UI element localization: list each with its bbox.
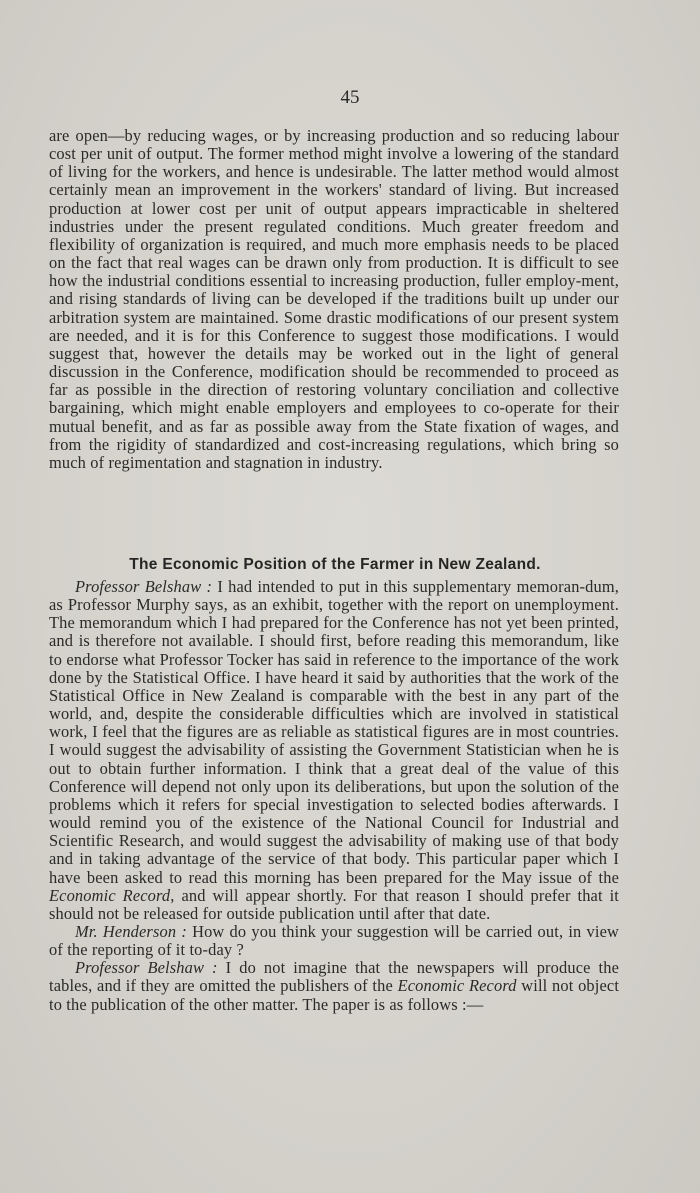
- paragraph-belshaw-2: [49, 959, 619, 1013]
- discussion-text-block: [49, 578, 619, 1014]
- publication-title: Economic Record: [397, 976, 517, 996]
- paragraph-henderson: [49, 923, 619, 959]
- paragraph-belshaw-1: [49, 578, 619, 923]
- paragraph-text: How do you think your suggestion will be carried out, in view of the reporting of it to-day ?: [49, 921, 619, 960]
- paragraph-text: I had intended to put in this supplementary memoran-dum, as Professor Murphy says, as an exhibit, together with the report on unemployment. The memorandum which I had prepared for the Conference has not yet been printed, and is therefore not available. I should first, before reading this memorandum, like to endorse what Professor Tocker has said in reference to the importance of the work done by the Statistical Office. I have heard it said by authorities that the work of the Statistical Office in New Zealand is comparable with the best in any part of the world, and, despite the considerable difficulties which are involved in statistical work, I feel that the figures are as reliable as statistical figures are in most countries. I would suggest the advisability of assisting the Government Statistician when he is out to obtain further information. I think that a great deal of the value of this Conference will depend not only upon its deliberations, but upon the solution of the problems which it refers for special investigation to selected bodies afterwards. I would remind you of the existence of the National Council for Industrial and Scientific Research, and would suggest the advisability of making use of that body and in taking advantage of the service of that body. This particular paper which I have been asked to read this morning has been prepared for the May issue of the: [49, 577, 619, 887]
- paragraph-text: , and will appear shortly. For that reason I should prefer that it should not be released for outside publication until after that date.: [49, 885, 620, 923]
- speaker-label: Professor Belshaw :: [75, 958, 218, 978]
- paragraph-text: will not object to the publication of the other matter. The paper is as follows :—: [49, 976, 620, 1014]
- paragraph-text: I do not imagine that the newspapers will produce the tables, and if they are omitted the publishers of the: [49, 958, 620, 996]
- page-number: 45: [340, 87, 360, 108]
- publication-title: Economic Record: [49, 885, 171, 905]
- speaker-label: Mr. Henderson :: [75, 921, 187, 941]
- intro-text-block: [49, 127, 619, 472]
- speaker-label: Professor Belshaw :: [75, 577, 213, 596]
- section-heading: The Economic Position of the Farmer in New Zealand.: [129, 556, 541, 573]
- intro-paragraph: are open—by reducing wages, or by increasing production and so reducing labour cost per unit of output. The former method might involve a lowering of the standard of living for the workers, and hence is undesirable. The latter method would almost certainly mean an improvement in the workers' standard of living. But increased production at lower cost per unit of output appears impracticable in sheltered industries under the present regulated conditions. Much greater freedom and flexibility of organization is required, and much more emphasis needs to be placed on the fact that real wages can be drawn only from production. It is difficult to see how the industrial conditions essential to increasing production, fuller employ-ment, and rising standards of living can be developed if the traditions built up under our arbitration system are maintained. Some drastic modifications of our present system are needed, and it is for this Conference to suggest those modifications. I would suggest that, however the details may be worked out in the light of general discussion in the Conference, modification should be recommended to proceed as far as possible in the direction of restoring voluntary conciliation and collective bargaining, which might enable employers and employees to co-operate for their mutual benefit, and as far as possible away from the State fixation of wages, and from the rigidity of standardized and cost-increasing regulations, which bring so much of regimentation and stagnation in industry.: [49, 126, 619, 472]
